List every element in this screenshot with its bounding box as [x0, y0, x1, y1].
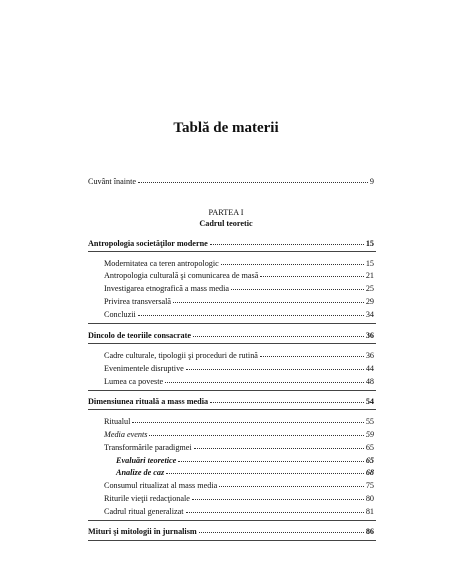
leader-dots [194, 441, 364, 449]
chapter-rule [88, 390, 376, 391]
leader-dots [138, 175, 368, 183]
toc-section[interactable] [104, 363, 374, 374]
toc-entry-title: Transformările paradigmei [104, 443, 192, 452]
toc-entry-title: Concluzii [104, 310, 136, 319]
toc-entry-page: 68 [365, 468, 374, 477]
toc-section[interactable] [104, 296, 374, 307]
toc-entry-page: 44 [365, 364, 374, 373]
toc-entry-page: 54 [365, 397, 374, 406]
toc-section[interactable] [104, 309, 374, 320]
leader-dots [166, 466, 364, 474]
toc-entry-title: Mituri şi mitologii în jurnalism [88, 527, 197, 536]
toc-entry-title: Cadrul ritual generalizat [104, 507, 184, 516]
leader-dots [260, 349, 364, 357]
toc-entry-title: Consumul ritualizat al mass media [104, 481, 218, 490]
toc-entry-page: 65 [365, 443, 374, 452]
chapter-rule [88, 540, 376, 541]
toc-entry-foreword[interactable] [88, 176, 374, 187]
part-title: Cadrul teoretic [199, 219, 253, 228]
part-number: PARTEA I [208, 208, 244, 217]
toc-entry-title: Riturile vieţii redacţionale [104, 494, 190, 503]
leader-dots [199, 525, 364, 533]
toc-entry-page: 55 [365, 417, 374, 426]
toc-entry-page: 29 [365, 297, 374, 306]
chapter-rule [88, 251, 376, 252]
toc-entry-page: 86 [365, 527, 374, 536]
leader-dots [165, 375, 364, 383]
toc-entry-title: Ritualul [104, 417, 131, 426]
toc-entry-page: 65 [365, 456, 374, 465]
toc-entry-page: 75 [365, 481, 374, 490]
toc-entry-page: 36 [365, 331, 374, 340]
leader-dots [186, 362, 364, 370]
leader-dots [231, 282, 364, 290]
leader-dots [210, 237, 364, 245]
toc-section[interactable] [104, 442, 374, 453]
chapter-rule [88, 343, 376, 344]
toc-entry-page: 15 [365, 239, 374, 248]
toc-entry-title: Modernitatea ca teren antropologic [104, 259, 219, 268]
toc-section[interactable] [104, 283, 374, 294]
toc-entry-page: 25 [365, 284, 374, 293]
leader-dots [138, 308, 364, 316]
toc-entry-page: 34 [365, 310, 374, 319]
leader-dots [149, 428, 363, 436]
toc-chapter[interactable] [88, 396, 374, 407]
toc-chapter[interactable] [88, 330, 374, 341]
toc-entry-page: 59 [365, 430, 374, 439]
toc-section[interactable] [104, 493, 374, 504]
leader-dots [193, 329, 364, 337]
toc-chapter[interactable] [88, 526, 374, 537]
page-title: Tablă de materii [173, 120, 279, 136]
toc-entry-page: 48 [365, 377, 374, 386]
leader-dots [132, 415, 363, 423]
leader-dots [219, 479, 364, 487]
leader-dots [178, 454, 364, 462]
leader-dots [186, 505, 364, 513]
leader-dots [221, 257, 364, 265]
toc-entry-title: Media events [104, 430, 148, 439]
toc-entry-title: Dincolo de teoriile consacrate [88, 331, 191, 340]
toc-section[interactable] [104, 258, 374, 269]
leader-dots [260, 269, 363, 277]
toc-entry-page: 81 [365, 507, 374, 516]
toc-entry-title: Cuvânt înainte [88, 177, 136, 186]
toc-entry-title: Privirea transversală [104, 297, 172, 306]
toc-entry-title: Investigarea etnografică a mass media [104, 284, 230, 293]
toc-section[interactable] [104, 270, 374, 281]
chapter-rule [88, 323, 376, 324]
toc-section[interactable] [104, 350, 374, 361]
toc-subsection[interactable] [116, 467, 374, 478]
toc-section[interactable] [104, 376, 374, 387]
toc-entry-page: 80 [365, 494, 374, 503]
toc-entry-title: Evaluări teoretice [116, 456, 177, 465]
leader-dots [192, 492, 364, 500]
toc-entry-title: Dimensiunea rituală a mass media [88, 397, 209, 406]
chapter-rule [88, 409, 376, 410]
toc-entry-title: Analize de caz [116, 468, 165, 477]
toc-section[interactable] [104, 506, 374, 517]
toc-entry-page: 36 [365, 351, 374, 360]
toc-section[interactable] [104, 429, 374, 440]
toc-section[interactable] [104, 480, 374, 491]
toc-chapter[interactable] [88, 238, 374, 249]
chapter-rule [88, 520, 376, 521]
toc-entry-title: Cadre culturale, tipologii şi proceduri de rutină [104, 351, 258, 360]
toc-entry-title: Antropologia culturală şi comunicarea de masă [104, 271, 259, 280]
toc-entry-title: Antropologia societăţilor moderne [88, 239, 208, 248]
toc-entry-title: Evenimentele disruptive [104, 364, 184, 373]
leader-dots [210, 395, 364, 403]
toc-entry-page: 15 [365, 259, 374, 268]
toc-subsection[interactable] [116, 455, 374, 466]
leader-dots [173, 295, 364, 303]
toc-entry-page: 9 [369, 177, 374, 186]
toc-section[interactable] [104, 416, 374, 427]
toc-entry-title: Lumea ca poveste [104, 377, 164, 386]
toc-entry-page: 21 [365, 271, 374, 280]
